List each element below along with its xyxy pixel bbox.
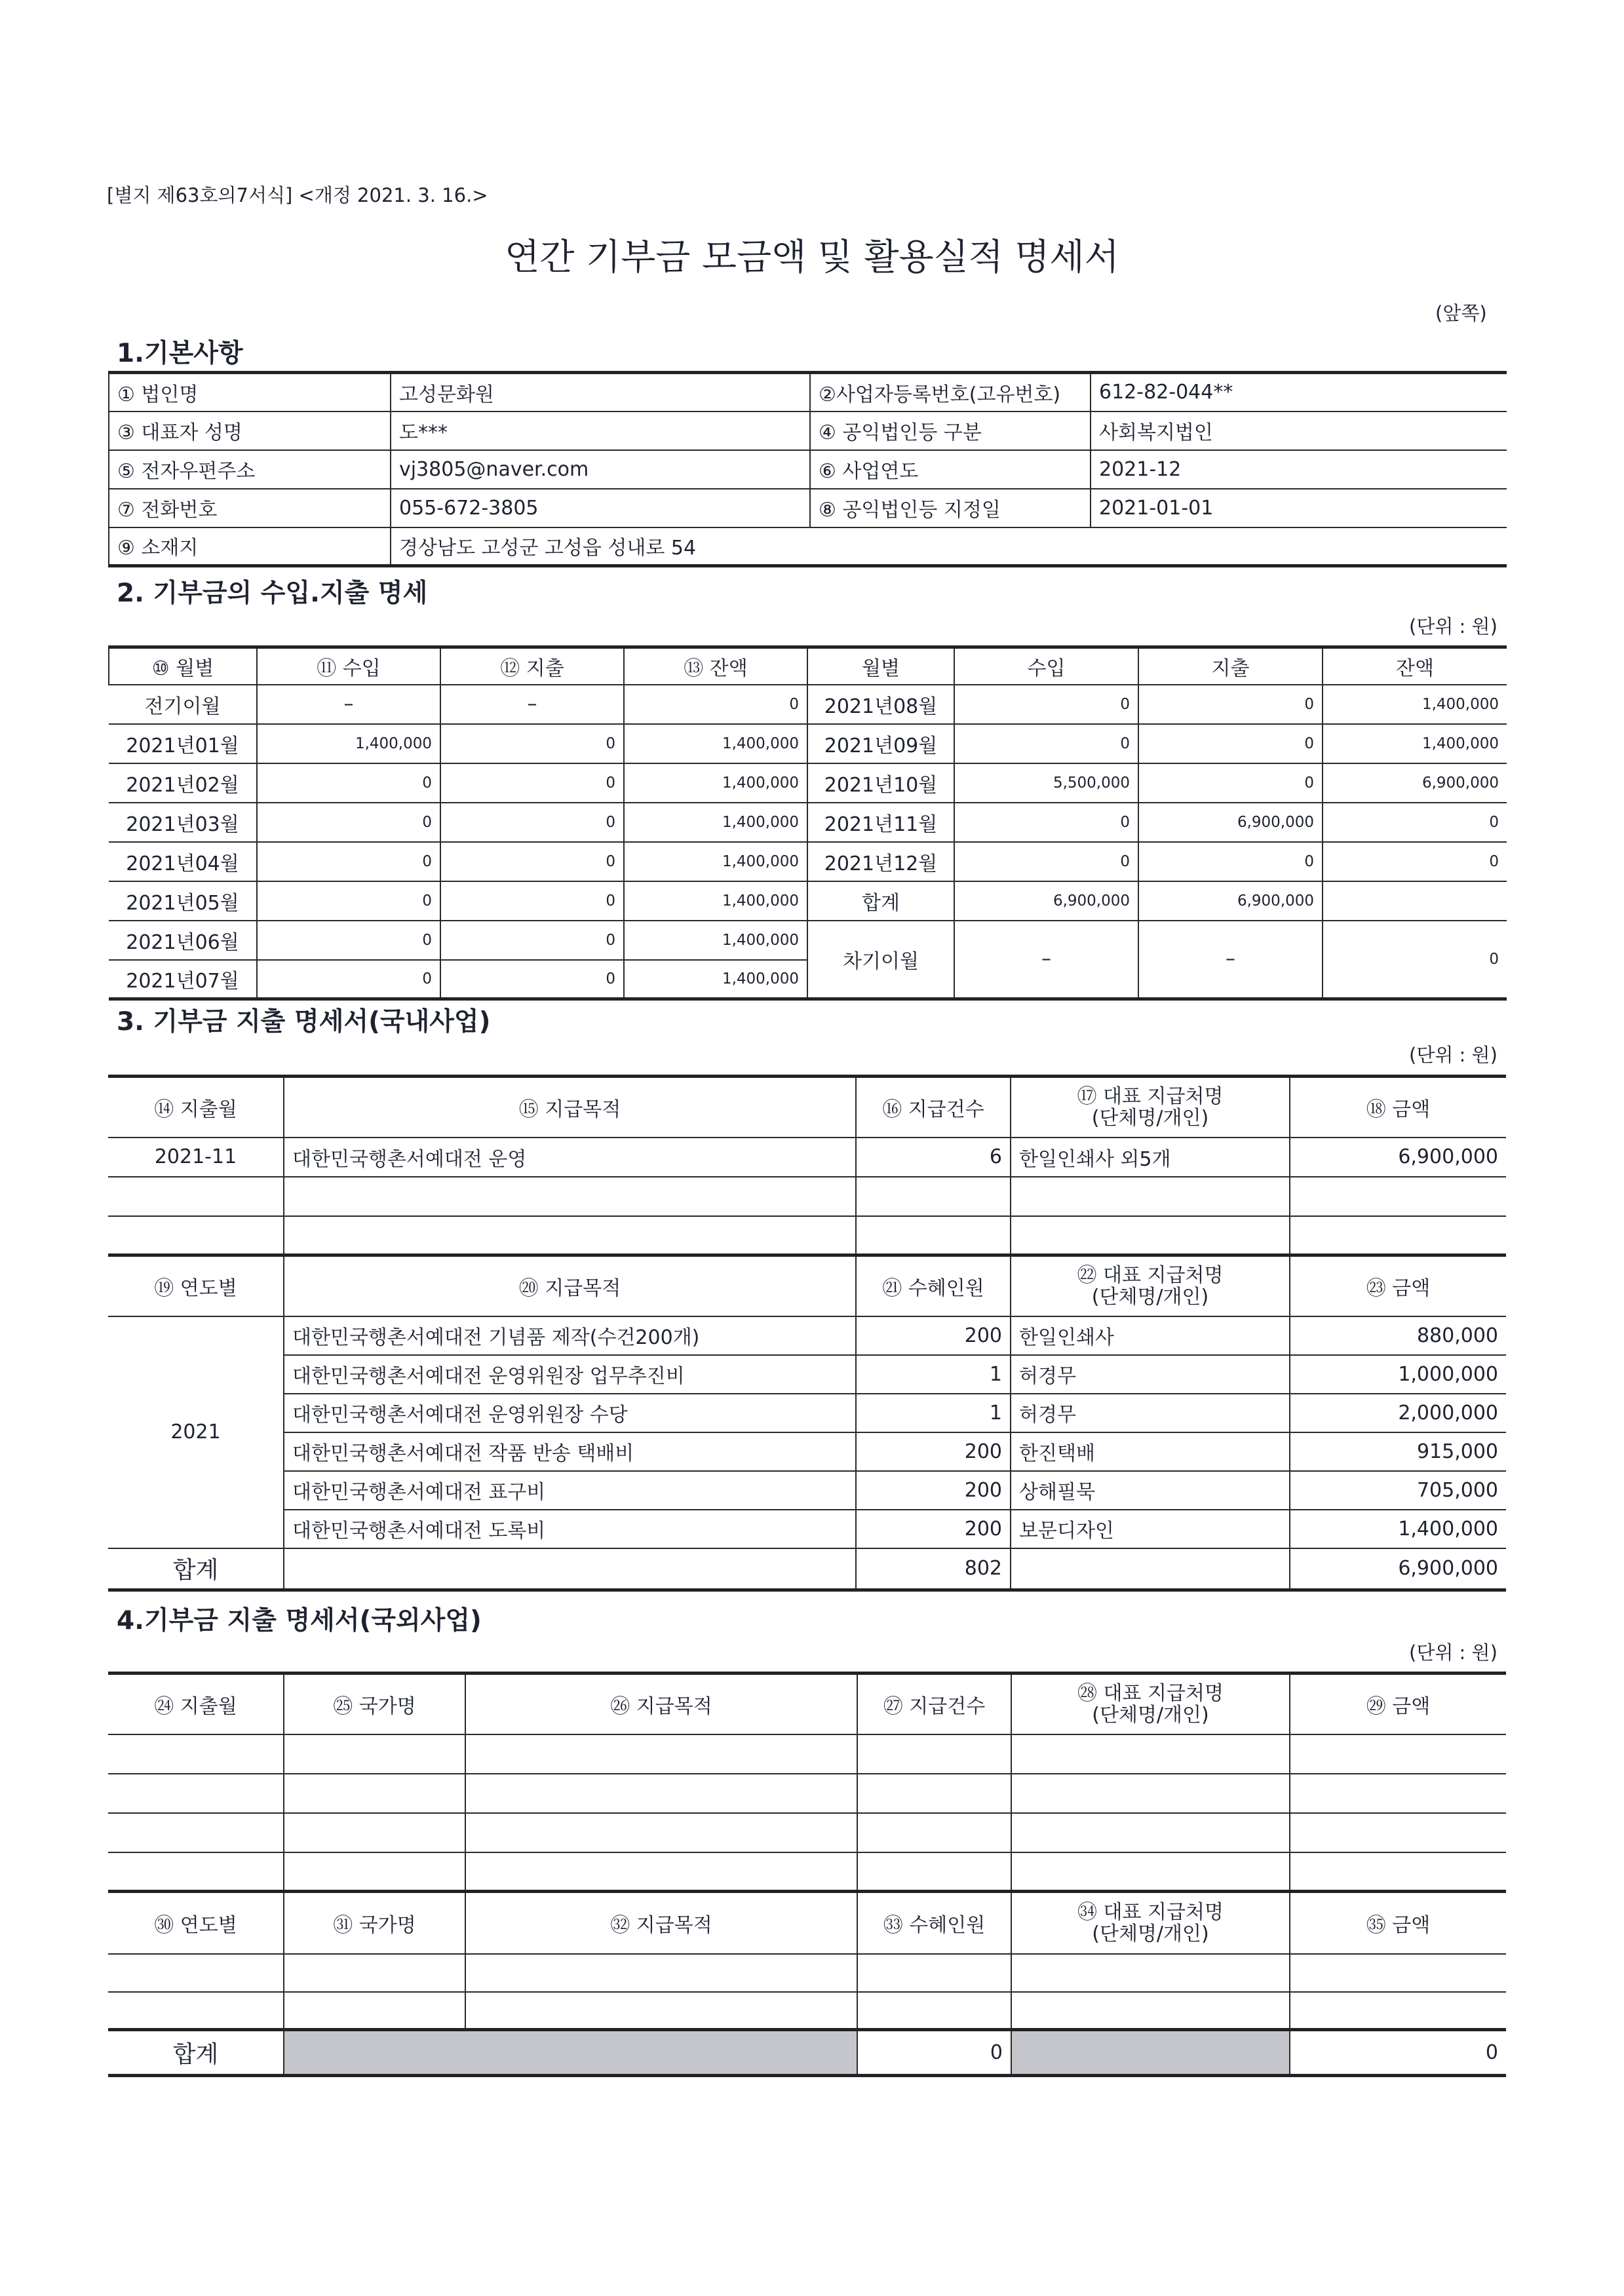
info-value: 055-672-3805 <box>391 489 810 527</box>
empty-cell <box>856 1177 1011 1216</box>
shaded-cell <box>1011 2030 1290 2076</box>
month-cell: 2021년02월 <box>109 763 257 803</box>
col-header <box>1011 1255 1290 1316</box>
empty-cell <box>1011 1216 1290 1255</box>
empty-cell <box>108 1992 284 2030</box>
income-cell: – <box>257 685 440 724</box>
col-header: ⑳ 지급목적 <box>284 1255 856 1316</box>
col-header: ⑱ 금액 <box>1290 1077 1506 1138</box>
empty-cell <box>465 1774 857 1813</box>
empty-cell <box>284 1813 465 1852</box>
total-expense: 6,900,000 <box>1138 881 1323 921</box>
col-header: ㉗ 지급건수 <box>857 1674 1011 1734</box>
table-row <box>108 1852 1506 1892</box>
expense-cell: 0 <box>1138 842 1323 881</box>
expense-cell: 0 <box>440 842 624 881</box>
month-cell: 전기이월 <box>109 685 257 724</box>
empty-cell <box>108 1954 284 1992</box>
month-cell: 2021년12월 <box>807 842 954 881</box>
empty-cell <box>465 1992 857 2030</box>
empty-cell <box>857 1852 1011 1892</box>
payee-header-line1: ㉞ 대표 지급처명 <box>1077 1900 1224 1924</box>
balance-cell: 1,400,000 <box>1323 685 1507 724</box>
income-cell: 0 <box>954 685 1138 724</box>
table-row <box>109 921 1507 960</box>
col-header: ⑯ 지급건수 <box>856 1077 1011 1138</box>
income-cell: 0 <box>954 842 1138 881</box>
empty-cell <box>1290 1813 1506 1852</box>
balance-cell: 1,400,000 <box>1323 724 1507 763</box>
unit-label: (단위 : 원) <box>1409 1641 1498 1664</box>
empty-cell <box>284 1774 465 1813</box>
empty-cell <box>856 1216 1011 1255</box>
overseas-expense-table <box>108 1672 1506 2077</box>
col-header: ㉖ 지급목적 <box>465 1674 857 1734</box>
income-cell: 1,400,000 <box>257 724 440 763</box>
month-cell: 2021년08월 <box>807 685 954 724</box>
total-label: 합계 <box>108 1548 284 1590</box>
total-count: 0 <box>857 2030 1011 2076</box>
income-cell: 0 <box>257 763 440 803</box>
col-header: ⑲ 연도별 <box>108 1255 284 1316</box>
col-header: 수입 <box>954 647 1138 685</box>
usage-payee: 상해필묵 <box>1011 1471 1290 1510</box>
empty-cell <box>1011 1992 1290 2030</box>
month-cell: 2021년05월 <box>109 881 257 921</box>
col-header: ㉑ 수혜인원 <box>856 1255 1011 1316</box>
table-row <box>109 881 1507 921</box>
section1-heading: 1.기본사항 <box>117 339 243 368</box>
empty-cell <box>108 1216 284 1255</box>
payee-header-line1: ㉒ 대표 지급처명 <box>1077 1263 1224 1287</box>
income-cell: 0 <box>257 803 440 842</box>
info-value: vj3805@naver.com <box>391 450 810 489</box>
empty-cell <box>1011 1813 1290 1852</box>
col-header: 월별 <box>807 647 954 685</box>
balance-cell: 0 <box>624 685 807 724</box>
table-row <box>108 1734 1506 1774</box>
empty-cell <box>108 1813 284 1852</box>
address-label: ⑨ 소재지 <box>109 527 391 566</box>
basic-info-table <box>108 371 1507 567</box>
carryover-income: – <box>954 921 1138 999</box>
empty-cell <box>108 1177 284 1216</box>
usage-purpose: 대한민국행촌서예대전 운영위원장 수당 <box>284 1394 856 1432</box>
empty-cell <box>1290 1216 1506 1255</box>
carryover-label: 차기이월 <box>807 921 954 999</box>
month-cell: 2021년04월 <box>109 842 257 881</box>
table-row <box>109 842 1507 881</box>
month-cell: 2021년09월 <box>807 724 954 763</box>
empty-cell <box>1011 1852 1290 1892</box>
usage-count: 1 <box>856 1394 1011 1432</box>
empty-cell <box>1011 1734 1290 1774</box>
empty-cell <box>1290 1992 1506 2030</box>
usage-purpose: 대한민국행촌서예대전 표구비 <box>284 1471 856 1510</box>
balance-cell: 1,400,000 <box>624 724 807 763</box>
balance-cell: 1,400,000 <box>624 881 807 921</box>
expense-cell: 0 <box>440 960 624 999</box>
expense-cell: 0 <box>440 921 624 960</box>
empty-cell <box>284 1734 465 1774</box>
col-header <box>1011 1892 1290 1954</box>
table-row <box>108 1216 1506 1255</box>
balance-cell: 0 <box>1323 803 1507 842</box>
empty-cell <box>465 1813 857 1852</box>
col-header: ⑮ 지급목적 <box>284 1077 856 1138</box>
payee-header-line2: (단체명/개인) <box>1091 1106 1209 1130</box>
col-header: ㉛ 국가명 <box>284 1892 465 1954</box>
empty-cell <box>284 1177 856 1216</box>
empty-cell <box>465 1852 857 1892</box>
income-cell: 0 <box>257 960 440 999</box>
domestic-expense-table <box>108 1075 1506 1592</box>
empty-cell <box>108 1774 284 1813</box>
form-reference: [별지 제63호의7서식] <개정 2021. 3. 16.> <box>107 184 488 206</box>
empty-cell <box>108 1734 284 1774</box>
info-value: 도*** <box>391 411 810 450</box>
col-header <box>1011 1077 1290 1138</box>
total-income: 6,900,000 <box>954 881 1138 921</box>
empty-cell <box>465 1734 857 1774</box>
usage-amount: 1,400,000 <box>1290 1510 1506 1548</box>
col-header: ⑬ 잔액 <box>624 647 807 685</box>
shaded-cell <box>284 2030 857 2076</box>
usage-purpose: 대한민국행촌서예대전 기념품 제작(수건200개) <box>284 1316 856 1355</box>
total-row <box>108 1548 1506 1590</box>
payee-header-line2: (단체명/개인) <box>1091 1285 1209 1309</box>
payee-header-line1: ⑰ 대표 지급처명 <box>1077 1084 1224 1108</box>
col-header: ㉜ 지급목적 <box>465 1892 857 1954</box>
empty-cell <box>857 1954 1011 1992</box>
month-cell: 2021년03월 <box>109 803 257 842</box>
usage-count: 200 <box>856 1316 1011 1355</box>
info-label: ⑤ 전자우편주소 <box>109 450 391 489</box>
income-expense-table <box>108 645 1507 1001</box>
table-row <box>108 1510 1506 1548</box>
empty-cell <box>284 1216 856 1255</box>
usage-purpose: 대한민국행촌서예대전 운영위원장 업무추진비 <box>284 1355 856 1394</box>
info-label: ④ 공익법인등 구분 <box>810 411 1091 450</box>
empty-cell <box>1290 1734 1506 1774</box>
col-header: ⑭ 지출월 <box>108 1077 284 1138</box>
table-row <box>109 724 1507 763</box>
page-title: 연간 기부금 모금액 및 활용실적 명세서 <box>505 236 1119 278</box>
table-row <box>109 803 1507 842</box>
table-row <box>108 1355 1506 1394</box>
col-header: ㉝ 수혜인원 <box>857 1892 1011 1954</box>
total-label: 합계 <box>807 881 954 921</box>
expense-cell: 0 <box>440 724 624 763</box>
total-amount: 0 <box>1290 2030 1506 2076</box>
empty-cell <box>284 1954 465 1992</box>
info-label: ②사업자등록번호(고유번호) <box>810 373 1091 411</box>
expense-count: 6 <box>856 1138 1011 1177</box>
table-row <box>108 1432 1506 1471</box>
income-cell: 0 <box>954 724 1138 763</box>
info-label: ③ 대표자 성명 <box>109 411 391 450</box>
expense-cell: 0 <box>440 803 624 842</box>
expense-payee: 한일인쇄사 외5개 <box>1011 1138 1290 1177</box>
income-cell: 0 <box>257 881 440 921</box>
section3-heading: 3. 기부금 지출 명세서(국내사업) <box>117 1007 491 1037</box>
table-row <box>108 1774 1506 1813</box>
usage-count: 1 <box>856 1355 1011 1394</box>
col-header: 지출 <box>1138 647 1323 685</box>
empty-cell <box>1290 1852 1506 1892</box>
payee-header-line1: ㉘ 대표 지급처명 <box>1077 1681 1224 1705</box>
empty-cell <box>1011 1774 1290 1813</box>
expense-month: 2021-11 <box>108 1138 284 1177</box>
col-header: ㉚ 연도별 <box>108 1892 284 1954</box>
income-cell: 0 <box>257 842 440 881</box>
unit-label: (단위 : 원) <box>1409 1044 1498 1066</box>
expense-cell: 0 <box>1138 763 1323 803</box>
col-header: ⑪ 수입 <box>257 647 440 685</box>
carryover-expense: – <box>1138 921 1323 999</box>
info-value: 2021-12 <box>1091 450 1507 489</box>
info-label: ⑥ 사업연도 <box>810 450 1091 489</box>
balance-cell: 1,400,000 <box>624 803 807 842</box>
usage-amount: 705,000 <box>1290 1471 1506 1510</box>
col-header: ㉟ 금액 <box>1290 1892 1506 1954</box>
empty-cell <box>857 1992 1011 2030</box>
usage-purpose: 대한민국행촌서예대전 도록비 <box>284 1510 856 1548</box>
month-cell: 2021년10월 <box>807 763 954 803</box>
income-cell: 0 <box>954 803 1138 842</box>
info-label: ⑦ 전화번호 <box>109 489 391 527</box>
month-cell: 2021년06월 <box>109 921 257 960</box>
income-cell: 5,500,000 <box>954 763 1138 803</box>
usage-count: 200 <box>856 1432 1011 1471</box>
balance-cell: 1,400,000 <box>624 763 807 803</box>
usage-purpose: 대한민국행촌서예대전 작품 반송 택배비 <box>284 1432 856 1471</box>
unit-label: (단위 : 원) <box>1409 615 1498 638</box>
table-row <box>108 1954 1506 1992</box>
month-cell: 2021년07월 <box>109 960 257 999</box>
page-side-label: (앞쪽) <box>1435 302 1487 324</box>
usage-count: 200 <box>856 1471 1011 1510</box>
section4-heading: 4.기부금 지출 명세서(국외사업) <box>117 1606 482 1636</box>
info-label: ① 법인명 <box>109 373 391 411</box>
col-header: ㉔ 지출월 <box>108 1674 284 1734</box>
usage-payee: 한진택배 <box>1011 1432 1290 1471</box>
info-value: 사회복지법인 <box>1091 411 1507 450</box>
expense-cell: – <box>440 685 624 724</box>
expense-cell: 0 <box>1138 685 1323 724</box>
col-header: ㉙ 금액 <box>1290 1674 1506 1734</box>
table-row <box>109 685 1507 724</box>
table-row <box>108 1394 1506 1432</box>
empty-cell <box>465 1954 857 1992</box>
balance-cell: 1,400,000 <box>624 842 807 881</box>
empty-cell <box>284 1852 465 1892</box>
usage-payee: 보문디자인 <box>1011 1510 1290 1548</box>
usage-amount: 1,000,000 <box>1290 1355 1506 1394</box>
col-header: ㉓ 금액 <box>1290 1255 1506 1316</box>
carryover-balance: 0 <box>1323 921 1507 999</box>
balance-cell: 1,400,000 <box>624 921 807 960</box>
expense-cell: 6,900,000 <box>1138 803 1323 842</box>
usage-amount: 880,000 <box>1290 1316 1506 1355</box>
empty-cell <box>284 1548 856 1590</box>
empty-cell <box>1011 1177 1290 1216</box>
empty-cell <box>1011 1954 1290 1992</box>
total-label: 합계 <box>108 2030 284 2076</box>
expense-cell: 0 <box>440 881 624 921</box>
total-count: 802 <box>856 1548 1011 1590</box>
col-header: ⑫ 지출 <box>440 647 624 685</box>
payee-header-line2: (단체명/개인) <box>1092 1703 1209 1727</box>
table-row <box>108 1992 1506 2030</box>
usage-payee: 허경무 <box>1011 1394 1290 1432</box>
empty-cell <box>1011 1548 1290 1590</box>
info-value: 고성문화원 <box>391 373 810 411</box>
address-value: 경상남도 고성군 고성읍 성내로 54 <box>391 527 1507 566</box>
expense-cell: 0 <box>440 763 624 803</box>
empty-cell <box>284 1992 465 2030</box>
usage-payee: 허경무 <box>1011 1355 1290 1394</box>
table-row <box>109 763 1507 803</box>
expense-purpose: 대한민국행촌서예대전 운영 <box>284 1138 856 1177</box>
usage-amount: 2,000,000 <box>1290 1394 1506 1432</box>
total-balance <box>1323 881 1507 921</box>
col-header: 잔액 <box>1323 647 1507 685</box>
col-header: ⑩ 월별 <box>109 647 257 685</box>
info-value: 2021-01-01 <box>1091 489 1507 527</box>
balance-cell: 1,400,000 <box>624 960 807 999</box>
income-cell: 0 <box>257 921 440 960</box>
table-row <box>108 1138 1506 1177</box>
table-row <box>108 1177 1506 1216</box>
usage-amount: 915,000 <box>1290 1432 1506 1471</box>
section2-heading: 2. 기부금의 수입.지출 명세 <box>117 579 428 608</box>
empty-cell <box>857 1734 1011 1774</box>
empty-cell <box>108 1852 284 1892</box>
usage-count: 200 <box>856 1510 1011 1548</box>
table-row <box>108 1471 1506 1510</box>
empty-cell <box>1290 1177 1506 1216</box>
expense-cell: 0 <box>1138 724 1323 763</box>
info-value: 612-82-044** <box>1091 373 1507 411</box>
expense-amount: 6,900,000 <box>1290 1138 1506 1177</box>
total-amount: 6,900,000 <box>1290 1548 1506 1590</box>
table-row <box>108 1813 1506 1852</box>
month-cell: 2021년01월 <box>109 724 257 763</box>
usage-payee: 한일인쇄사 <box>1011 1316 1290 1355</box>
empty-cell <box>1290 1954 1506 1992</box>
table-row <box>108 1316 1506 1355</box>
total-row <box>108 2030 1506 2076</box>
payee-header-line2: (단체명/개인) <box>1092 1922 1209 1945</box>
col-header: ㉕ 국가명 <box>284 1674 465 1734</box>
info-label: ⑧ 공익법인등 지정일 <box>810 489 1091 527</box>
empty-cell <box>857 1813 1011 1852</box>
year-cell: 2021 <box>108 1316 284 1548</box>
empty-cell <box>1290 1774 1506 1813</box>
month-cell: 2021년11월 <box>807 803 954 842</box>
col-header <box>1011 1674 1290 1734</box>
balance-cell: 0 <box>1323 842 1507 881</box>
balance-cell: 6,900,000 <box>1323 763 1507 803</box>
empty-cell <box>857 1774 1011 1813</box>
